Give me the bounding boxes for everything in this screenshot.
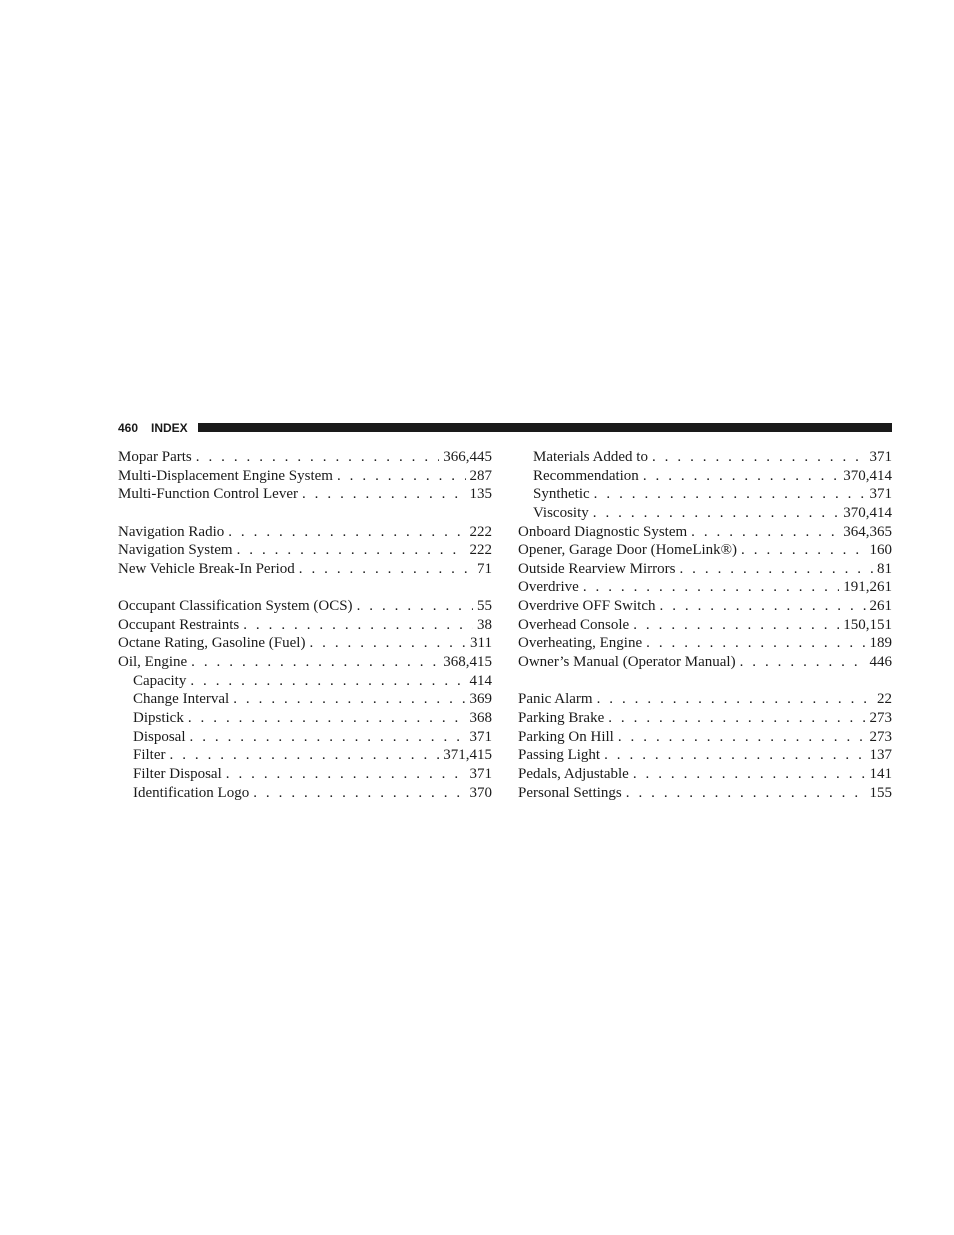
index-term: Panic Alarm bbox=[518, 691, 593, 708]
dot-leader bbox=[594, 485, 866, 504]
index-term: Disposal bbox=[133, 728, 186, 745]
index-term: Recommendation bbox=[533, 467, 639, 484]
dot-leader bbox=[626, 784, 866, 803]
index-entry bbox=[118, 541, 492, 560]
index-term: Oil, Engine bbox=[118, 654, 188, 671]
index-term: Occupant Restraints bbox=[118, 616, 240, 633]
index-entry bbox=[118, 653, 492, 672]
index-entry bbox=[118, 634, 492, 653]
index-term: Multi-Displacement Engine System bbox=[118, 467, 333, 484]
dot-leader bbox=[597, 690, 873, 709]
dot-leader bbox=[633, 765, 866, 784]
index-page-numbers: 371 bbox=[869, 486, 892, 503]
dot-leader bbox=[253, 784, 465, 803]
dot-leader bbox=[583, 578, 839, 597]
index-page-numbers: 369 bbox=[469, 691, 492, 708]
index-entry bbox=[518, 578, 892, 597]
header-rule bbox=[198, 423, 892, 432]
index-subentry bbox=[518, 448, 892, 467]
index-term: Multi-Function Control Lever bbox=[118, 486, 298, 503]
index-page-numbers: 71 bbox=[477, 560, 492, 577]
dot-leader bbox=[679, 560, 873, 579]
index-entry bbox=[518, 560, 892, 579]
dot-leader bbox=[660, 597, 866, 616]
index-page-numbers: 155 bbox=[869, 784, 892, 801]
index-entry bbox=[118, 523, 492, 542]
index-entry bbox=[518, 616, 892, 635]
index-subentry bbox=[518, 504, 892, 523]
index-page-numbers: 273 bbox=[869, 728, 892, 745]
index-subentry bbox=[118, 709, 492, 728]
dot-leader bbox=[233, 690, 465, 709]
dot-leader bbox=[299, 560, 473, 579]
index-term: Overdrive OFF Switch bbox=[518, 598, 656, 615]
index-term: Outside Rearview Mirrors bbox=[518, 560, 676, 577]
index-page-numbers: 189 bbox=[869, 635, 892, 652]
index-entry bbox=[118, 597, 492, 616]
index-entry bbox=[118, 467, 492, 486]
dot-leader bbox=[604, 746, 865, 765]
dot-leader bbox=[608, 709, 865, 728]
index-term: New Vehicle Break-In Period bbox=[118, 560, 295, 577]
dot-leader bbox=[691, 523, 839, 542]
index-entry bbox=[118, 448, 492, 467]
section-title: INDEX bbox=[151, 421, 188, 435]
index-term: Personal Settings bbox=[518, 784, 622, 801]
index-page-numbers: 135 bbox=[469, 486, 492, 503]
dot-leader bbox=[741, 541, 865, 560]
index-page-numbers: 150,151 bbox=[843, 616, 892, 633]
dot-leader bbox=[357, 597, 473, 616]
dot-leader bbox=[228, 523, 465, 542]
index-subentry bbox=[518, 485, 892, 504]
index-term: Overdrive bbox=[518, 579, 579, 596]
index-term: Filter bbox=[133, 747, 166, 764]
index-page-numbers: 368 bbox=[469, 709, 492, 726]
index-page-numbers: 371 bbox=[469, 765, 492, 782]
index-term: Overheating, Engine bbox=[518, 635, 643, 652]
index-page-numbers: 222 bbox=[469, 542, 492, 559]
index-page-numbers: 81 bbox=[877, 560, 892, 577]
index-page-numbers: 368,415 bbox=[443, 654, 492, 671]
dot-leader bbox=[243, 616, 473, 635]
index-term: Capacity bbox=[133, 672, 187, 689]
dot-leader bbox=[309, 634, 466, 653]
index-page-numbers: 364,365 bbox=[843, 523, 892, 540]
index-entry bbox=[518, 634, 892, 653]
index-subentry bbox=[118, 784, 492, 803]
index-entry bbox=[118, 485, 492, 504]
index-term: Pedals, Adjustable bbox=[518, 765, 629, 782]
dot-leader bbox=[190, 672, 465, 691]
index-term: Identification Logo bbox=[133, 784, 250, 801]
index-term: Parking Brake bbox=[518, 709, 605, 726]
index-entry bbox=[518, 728, 892, 747]
index-entry bbox=[518, 690, 892, 709]
index-term: Passing Light bbox=[518, 747, 601, 764]
dot-leader bbox=[196, 448, 440, 467]
index-page-numbers: 191,261 bbox=[843, 579, 892, 596]
index-subentry bbox=[118, 672, 492, 691]
index-term: Synthetic bbox=[533, 486, 590, 503]
dot-leader bbox=[226, 765, 466, 784]
index-entry bbox=[518, 653, 892, 672]
index-entry bbox=[518, 746, 892, 765]
index-subentry bbox=[118, 728, 492, 747]
index-page-numbers: 55 bbox=[477, 598, 492, 615]
index-page-numbers: 370,414 bbox=[843, 504, 892, 521]
dot-leader bbox=[593, 504, 839, 523]
index-page-numbers: 160 bbox=[869, 542, 892, 559]
dot-leader bbox=[337, 467, 466, 486]
index-page-numbers: 446 bbox=[869, 654, 892, 671]
dot-leader bbox=[190, 728, 466, 747]
index-term: Navigation Radio bbox=[118, 523, 225, 540]
index-entry bbox=[518, 784, 892, 803]
index-term: Parking On Hill bbox=[518, 728, 614, 745]
index-page-numbers: 222 bbox=[469, 523, 492, 540]
index-subentry bbox=[118, 690, 492, 709]
page-number: 460 bbox=[118, 421, 139, 435]
index-entry bbox=[518, 523, 892, 542]
dot-leader bbox=[237, 541, 466, 560]
index-column-right bbox=[518, 448, 892, 802]
dot-leader bbox=[170, 746, 440, 765]
index-page-numbers: 371 bbox=[469, 728, 492, 745]
index-term: Viscosity bbox=[533, 504, 589, 521]
index-page-numbers: 287 bbox=[469, 467, 492, 484]
index-term: Navigation System bbox=[118, 542, 233, 559]
index-page-numbers: 371,415 bbox=[443, 747, 492, 764]
index-subentry bbox=[118, 746, 492, 765]
index-entry bbox=[518, 597, 892, 616]
index-term: Filter Disposal bbox=[133, 765, 222, 782]
index-entry bbox=[518, 709, 892, 728]
dot-leader bbox=[618, 728, 866, 747]
index-page-numbers: 370,414 bbox=[843, 467, 892, 484]
index-page-numbers: 366,445 bbox=[443, 449, 492, 465]
index-term: Opener, Garage Door (HomeLink®) bbox=[518, 542, 738, 559]
index-term: Occupant Classification System (OCS) bbox=[118, 598, 353, 615]
index-page-numbers: 311 bbox=[470, 635, 492, 652]
index-page-numbers: 273 bbox=[869, 709, 892, 726]
index-column-left bbox=[118, 448, 492, 802]
dot-leader bbox=[633, 616, 839, 635]
index-page-numbers: 141 bbox=[869, 765, 892, 782]
dot-leader bbox=[643, 467, 839, 486]
dot-leader bbox=[740, 653, 866, 672]
index-page-numbers: 371 bbox=[869, 449, 892, 465]
dot-leader bbox=[302, 485, 466, 504]
index-page-numbers: 22 bbox=[877, 691, 892, 708]
index-page-numbers: 38 bbox=[477, 616, 492, 633]
index-term: Change Interval bbox=[133, 691, 230, 708]
dot-leader bbox=[191, 653, 439, 672]
index-entry bbox=[118, 616, 492, 635]
index-page-numbers: 414 bbox=[469, 672, 492, 689]
dot-leader bbox=[652, 448, 866, 467]
index-term: Onboard Diagnostic System bbox=[518, 523, 688, 540]
index-entry bbox=[518, 765, 892, 784]
index-term: Owner’s Manual (Operator Manual) bbox=[518, 654, 736, 671]
index-entry bbox=[518, 541, 892, 560]
index-term: Overhead Console bbox=[518, 616, 630, 633]
index-term: Octane Rating, Gasoline (Fuel) bbox=[118, 635, 306, 652]
index-term: Mopar Parts bbox=[118, 449, 192, 465]
index-page-numbers: 261 bbox=[869, 598, 892, 615]
index-term: Materials Added to bbox=[533, 449, 648, 465]
index-entry bbox=[118, 560, 492, 579]
index-subentry bbox=[118, 765, 492, 784]
dot-leader bbox=[188, 709, 466, 728]
page-header bbox=[118, 420, 892, 436]
index-page-numbers: 370 bbox=[469, 784, 492, 801]
index-term: Dipstick bbox=[133, 709, 184, 726]
index-page-numbers: 137 bbox=[869, 747, 892, 764]
index-subentry bbox=[518, 467, 892, 486]
dot-leader bbox=[646, 634, 865, 653]
